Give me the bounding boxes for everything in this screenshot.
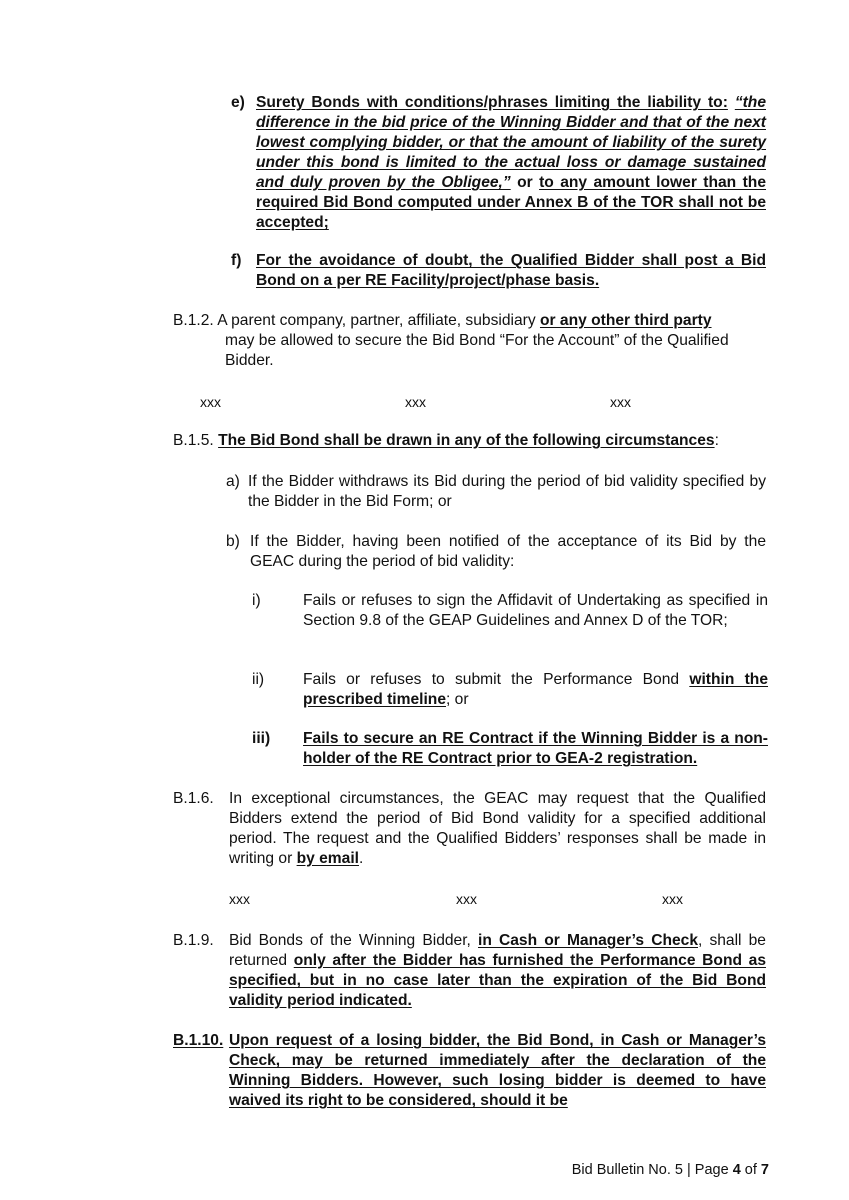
item-iii-text: Fails to secure an RE Contract if the Winning Bidder is a non-holder of the RE Contract prior to GEA-2 registration. (303, 730, 768, 767)
section-b-1-9-text-4: only after the Bidder has furnished the Performance Bond as specified, but in no case later than the expiration of the Bid Bond validity period indicated. (229, 952, 766, 1009)
section-num-b-1-6: B.1.6. (173, 790, 214, 807)
section-b-1-6-text-1: In exceptional circumstances, the GEAC may request that the Qualified Bidders extend the period of Bid Bond validity for a specified additional period. The request and the Qualified Bidders’ responses shall be made in writing or (229, 790, 766, 867)
footer-of: of (740, 1162, 761, 1178)
section-b-1-9-text (229, 931, 766, 1011)
footer-prefix: Bid Bulletin No. 5 | Page (571, 1162, 733, 1178)
item-label-iii: iii) (252, 730, 271, 747)
omission-mark: xxx (610, 394, 631, 410)
footer-total-pages: 7 (760, 1162, 769, 1178)
section-b-1-5-text: The Bid Bond shall be drawn in any of the following circumstances (218, 432, 715, 449)
item-ii-text-1: Fails or refuses to submit the Performance Bond (303, 671, 690, 688)
item-ii-text-3: ; or (446, 691, 469, 708)
footer-page-number: 4 (732, 1162, 741, 1178)
item-label-f: f) (231, 252, 242, 269)
omission-mark: xxx (229, 891, 250, 907)
item-ii-text (303, 670, 768, 710)
item-label-i: i) (252, 592, 261, 609)
section-b-1-10-text: Upon request of a losing bidder, the Bid Bond, in Cash or Manager’s Check, may be returned immediately after the declaration of the Winning Bidders. However, such losing bidder is deemed to have waived its right to be considered, should it be (229, 1032, 766, 1109)
section-b-1-6-text (229, 789, 766, 869)
section-num-b-1-9: B.1.9. (173, 932, 214, 949)
item-f-text: For the avoidance of doubt, the Qualified Bidder shall post a Bid Bond on a per RE Facility/project/phase basis. (256, 252, 766, 289)
section-b-1-9-text-1: Bid Bonds of the Winning Bidder, (229, 932, 479, 949)
omission-mark: xxx (662, 891, 683, 907)
section-num-b-1-5: B.1.5. (173, 432, 214, 449)
omission-mark: xxx (200, 394, 221, 410)
item-e-quote: “the difference in the bid price of the Winning Bidder and that of the next lowest complying bidder, or that the amount of liability of the surety under this bond is limited to the actual loss or damage sustained and duly proven by the Obligee,” (256, 94, 766, 191)
section-b-1-2-text-1: A parent company, partner, affiliate, subsidiary (213, 312, 540, 329)
section-num-b-1-2: B.1.2. (173, 312, 214, 329)
item-label-b: b) (226, 533, 240, 550)
item-ii-text-2: within the prescribed timeline (303, 671, 769, 708)
item-label-a: a) (226, 473, 240, 490)
item-e-text-4: to any amount lower than the required Bid Bond computed under Annex B of the TOR shall not be accepted; (256, 174, 767, 231)
section-b-1-9-text-3: , shall be returned (229, 932, 766, 969)
page-footer (572, 1160, 769, 1180)
item-e-or: or (510, 174, 540, 191)
item-label-e: e) (231, 94, 245, 111)
section-b-1-2-cont: may be allowed to secure the Bid Bond “For the Account” of the Qualified Bidder. (225, 332, 729, 369)
item-e-text (256, 93, 766, 233)
omission-mark: xxx (405, 394, 426, 410)
item-i-text: Fails or refuses to sign the Affidavit of Undertaking as specified in Section 9.8 of the GEAP Guidelines and Annex D of the TOR; (303, 592, 768, 629)
section-b-1-5 (173, 431, 773, 451)
section-b-1-9-text-2: in Cash or Manager’s Check (478, 932, 698, 949)
section-b-1-6-text-2: by email (296, 850, 359, 867)
section-num-b-1-10: B.1.10. (173, 1032, 224, 1049)
section-b-1-5-colon: : (714, 432, 719, 449)
item-label-ii: ii) (252, 671, 265, 688)
item-a-text: If the Bidder withdraws its Bid during the period of bid validity specified by the Bidder in the Bid Form; or (248, 473, 766, 510)
omission-mark: xxx (456, 891, 477, 907)
item-b-text: If the Bidder, having been notified of the acceptance of its Bid by the GEAC during the period of bid validity: (250, 533, 766, 570)
section-b-1-2 (173, 311, 766, 331)
item-e-text-1: Surety Bonds with conditions/phrases limiting the liability to: (256, 94, 728, 111)
section-b-1-6-text-3: . (359, 850, 364, 867)
section-b-1-2-text-2: or any other third party (539, 312, 712, 329)
